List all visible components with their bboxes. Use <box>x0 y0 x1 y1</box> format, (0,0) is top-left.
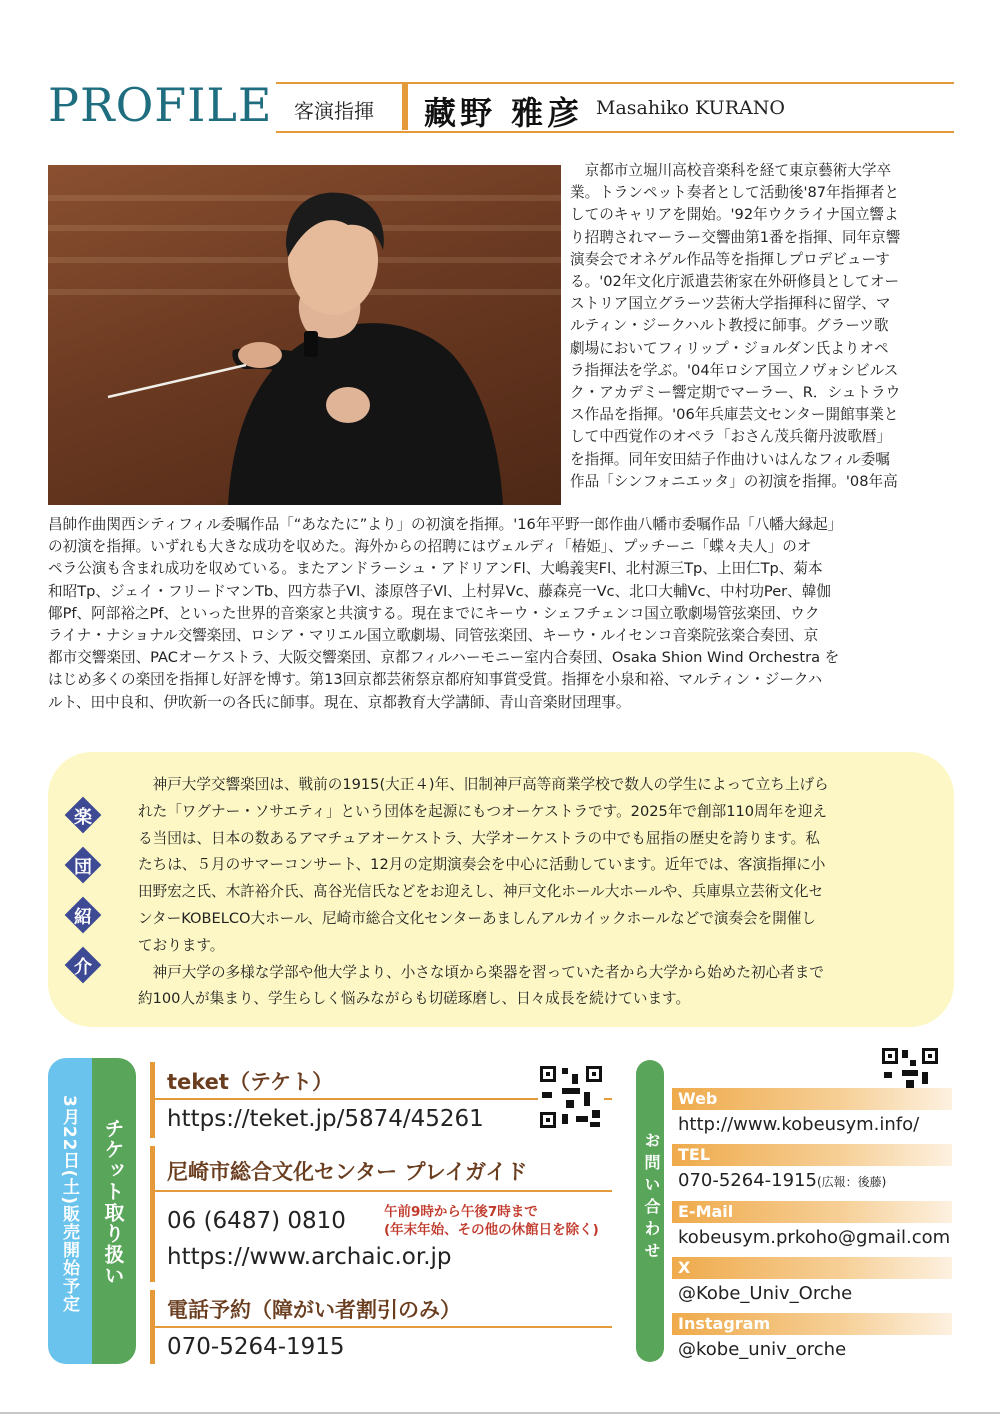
instagram-handle-link[interactable]: @kobe_univ_orche <box>678 1339 847 1360</box>
bio-line: してのキャリアを開始。'92年ウクライナ国立響よ <box>570 206 899 224</box>
tel-value <box>678 1170 886 1191</box>
web-link[interactable]: http://www.kobeusym.info/ <box>678 1114 920 1135</box>
conductor-figure <box>48 165 561 505</box>
ticket-section-label: チケット取り扱い <box>101 1118 125 1286</box>
x-label: X <box>672 1257 952 1279</box>
archaic-hours-note: (年末年始、その他の休館日を除く) <box>384 1222 599 1238</box>
phone-rule <box>150 1326 612 1328</box>
club-line: 約100人が集まり、学生らしく悩みながらも切磋琢磨し、日々成長を続けています。 <box>138 990 691 1008</box>
club-line: ンターKOBELCO大ホール、尼崎市総合文化センターあましんアルカイックホールなどで演奏会を開催し <box>138 909 817 927</box>
bio-line: ストリア国立グラーツ芸術大学指揮科に留学、マ <box>570 295 891 313</box>
club-line: 神戸大学の多様な学部や他大学より、小さな頃から楽器を習っていた者から大学から始めた初心者まで <box>138 963 824 981</box>
teket-heading: teket（テケト） <box>167 1070 334 1094</box>
email-link[interactable]: kobeusym.prkoho@gmail.com <box>678 1227 951 1248</box>
club-title-char: 楽 <box>74 807 92 828</box>
header-rule-top <box>276 82 954 84</box>
club-line: る当団は、日本の数あるアマチュアオーケストラ、大学オーケストラの中でも屈指の歴史を誇ります。私 <box>138 829 820 847</box>
teket-url-link[interactable]: https://teket.jp/5874/45261 <box>167 1106 484 1132</box>
bio-line: の初演を指揮。いずれも大きな成功を収めた。海外からの招聘にはヴェルディ「椿姫」、プッチーニ「蝶々夫人」のオ <box>48 538 812 556</box>
archaic-phone: 06 (6487) 0810 <box>167 1208 346 1234</box>
x-handle-link[interactable]: @Kobe_Univ_Orche <box>678 1283 853 1304</box>
page-bottom-rule <box>0 1412 1000 1414</box>
tel-number: 070-5264-1915 <box>678 1170 817 1191</box>
bio-line: はじめ多くの楽団を指揮し好評を博す。第13回京都芸術祭京都府知事賞受賞。指揮を小泉和裕、マルティン・ジークハ <box>48 671 823 689</box>
archaic-url-link[interactable]: https://www.archaic.or.jp <box>167 1244 452 1270</box>
header-rule-bottom <box>276 131 954 133</box>
qr-code-icon <box>538 1064 604 1130</box>
bio-line: ペラ公演も含まれ成功を収めている。またアンドラーシュ・アドリアンFl、大嶋義実Fl、北村源三Tp、上田仁Tp、菊本 <box>48 560 823 578</box>
instagram-label: Instagram <box>672 1313 952 1335</box>
bio-line: ク・アカデミー響定期でマーラー、R．シュトラウ <box>570 384 901 402</box>
web-label: Web <box>672 1088 952 1110</box>
club-line: れた「ワグナー・ソサエティ」という団体を起源にもつオーケストラです。2025年で創部110周年を迎え <box>138 802 828 820</box>
header-divider <box>402 84 408 130</box>
bio-line: 演奏会でオネゲル作品等を指揮しプロデビューす <box>570 250 890 268</box>
archaic-rule <box>150 1190 612 1192</box>
conductor-role: 客演指揮 <box>294 99 374 123</box>
club-line: 神戸大学交響楽団は、戦前の1915(大正４)年、旧制神戸高等商業学校で数人の学生によって立ち上げら <box>138 776 829 793</box>
teket-bar <box>150 1062 155 1138</box>
email-label: E-Mail <box>672 1201 952 1223</box>
archaic-bar <box>150 1146 155 1282</box>
bio-line: ライナ・ナショナル交響楽団、ロシア・マリエル国立歌劇場、同管弦楽団、キーウ・ルイセンコ音楽院弦楽合奏団、京 <box>48 627 819 645</box>
club-intro-text <box>138 772 922 1013</box>
bio-line: 倻Pf、阿部裕之Pf、といった世界的音楽家と共演する。現在までにキーウ・シェフチェンコ国立歌劇場管弦楽団、ウク <box>48 604 820 622</box>
contact-label: お問い合わせ <box>642 1132 661 1264</box>
bio-line: り招聘されマーラー交響曲第1番を指揮、同年京響 <box>570 228 901 246</box>
bio-line: 作品「シンフォニエッタ」の初演を指揮。'08年高 <box>570 472 898 490</box>
conductor-name-roman: Masahiko KURANO <box>596 97 785 119</box>
tel-label: TEL <box>672 1144 952 1166</box>
bio-line: ルト、田中良和、伊吹新一の各氏に師事。現在、京都教育大学講師、青山音楽財団理事。 <box>48 693 631 711</box>
bio-text-full <box>48 514 954 714</box>
club-line: 田野宏之氏、木許裕介氏、髙谷光信氏などをお迎えし、神戸文化ホール大ホールや、兵庫県立芸術文化セ <box>138 883 824 901</box>
bio-line: ルティン・ジークハルト教授に師事。グラーツ歌 <box>570 317 889 335</box>
archaic-heading: 尼崎市総合文化センター プレイガイド <box>167 1160 528 1184</box>
phone-reservation-number: 070-5264-1915 <box>167 1334 345 1360</box>
conductor-photo <box>48 165 561 505</box>
club-line: ております。 <box>138 936 225 954</box>
bio-line: を指揮。同年安田結子作曲けいはんなフィル委嘱 <box>570 450 890 468</box>
club-title-char: 団 <box>74 857 92 878</box>
profile-heading: PROFILE <box>48 78 273 132</box>
tel-note: (広報：後藤) <box>816 1175 887 1189</box>
bio-line: 都市交響楽団、PACオーケストラ、大阪交響楽団、京都フィルハーモニー室内合奏団、Osaka Shion Wind Orchestra を <box>48 649 840 667</box>
phone-reservation-heading: 電話予約（障がい者割引のみ） <box>167 1298 461 1322</box>
bio-line: る。'02年文化庁派遣芸術家在外研修員としてオー <box>570 273 900 291</box>
bio-line: して中西覚作のオペラ「おさん茂兵衛丹波歌暦」 <box>570 428 892 446</box>
club-title-char: 介 <box>74 957 92 978</box>
conductor-name: 藏野 雅彦 <box>424 94 584 132</box>
bio-line: ス作品を指揮。'06年兵庫芸文センター開館事業と <box>570 406 899 424</box>
bio-line: 劇場においてフィリップ・ジョルダン氏よりオペ <box>570 339 889 357</box>
bio-text-right <box>570 160 954 493</box>
bio-line: 業。トランペット奏者として活動後'87年指揮者と <box>570 184 900 202</box>
bio-line: 昌帥作曲関西シティフィル委嘱作品「“あなたに”より」の初演を指揮。'16年平野一郎作曲八幡市委嘱作品「八幡大縁起」 <box>48 516 843 533</box>
archaic-hours <box>384 1203 599 1239</box>
bio-line: 和昭Tp、ジェイ・フリードマンTb、四方恭子Vl、漆原啓子Vl、上村昇Vc、藤森亮一Vc、北口大輔Vc、中村功Per、韓伽 <box>48 582 831 600</box>
sale-date-label: 3月22日(土)販売開始予定 <box>59 1095 79 1314</box>
bio-line: ラ指揮法を学ぶ。'04年ロシア国立ノヴォシビルス <box>570 361 899 379</box>
archaic-hours-text: 午前9時から午後7時まで <box>384 1204 538 1220</box>
bio-line: 京都市立堀川高校音楽科を経て東京藝術大学卒 <box>570 162 892 179</box>
club-title-char: 紹 <box>74 907 92 928</box>
club-line: たちは、５月のサマーコンサート、12月の定期演奏会を中心に活動しています。近年では、客演指揮に小 <box>138 856 826 874</box>
